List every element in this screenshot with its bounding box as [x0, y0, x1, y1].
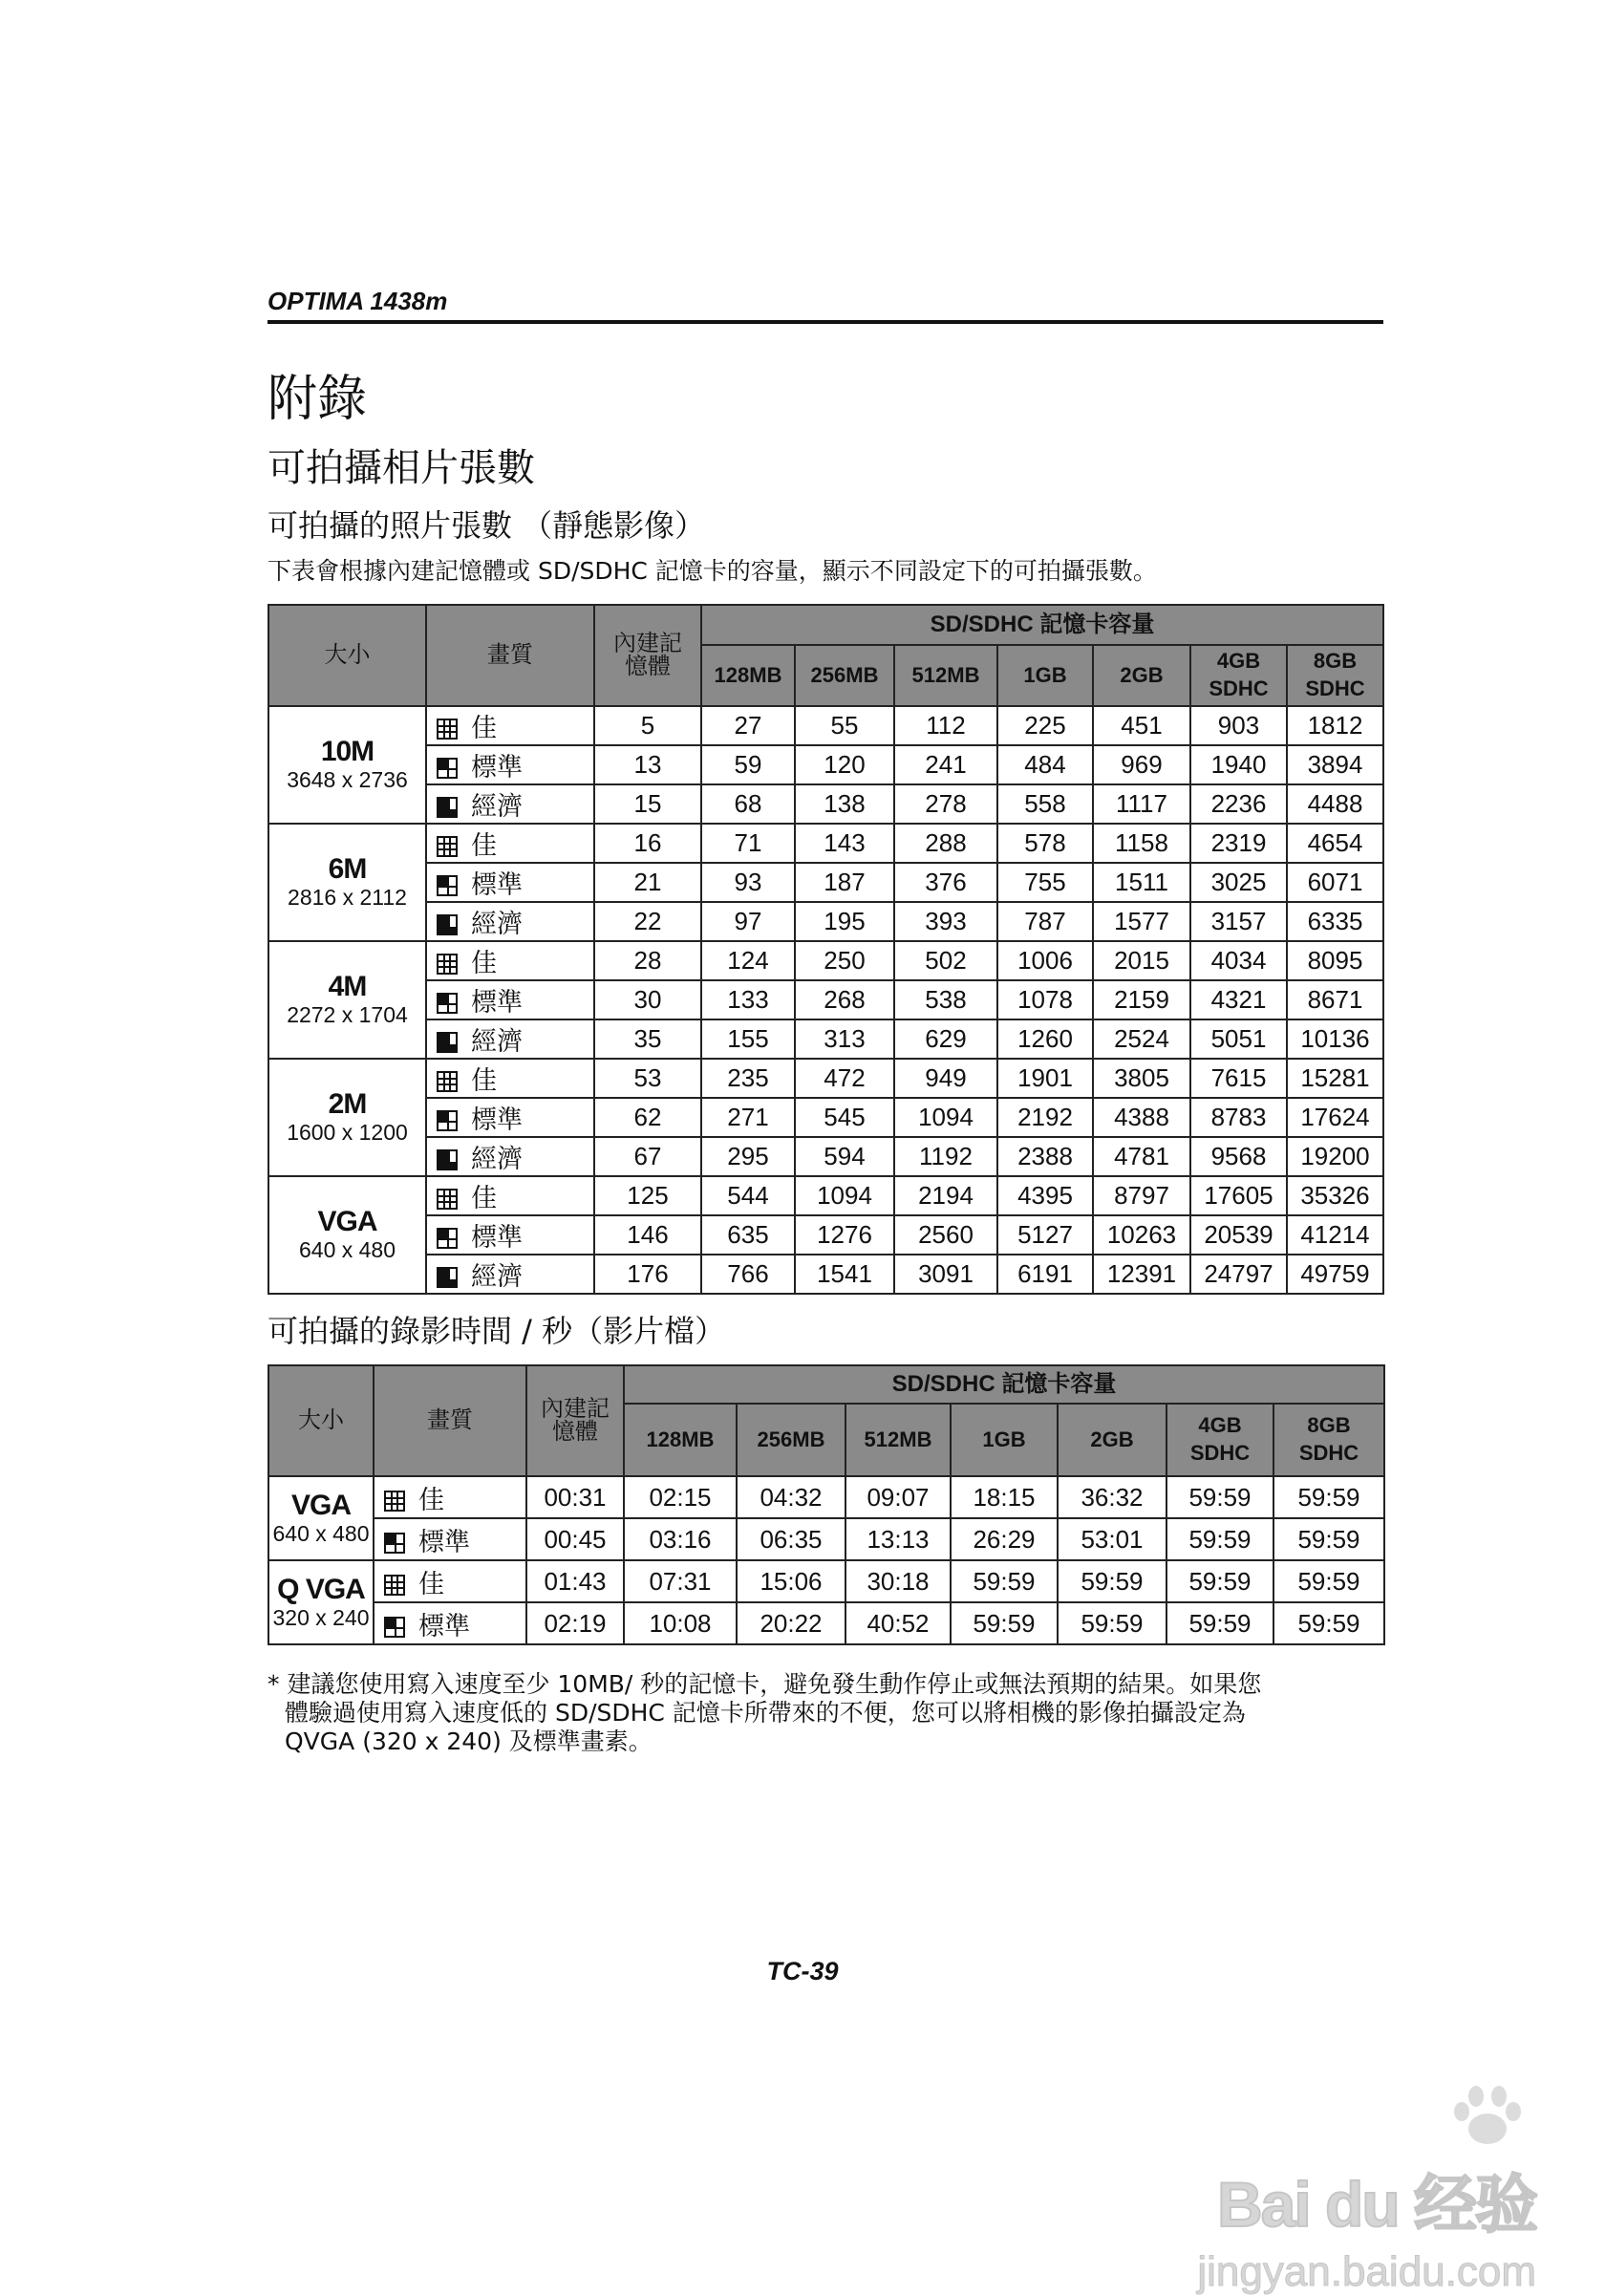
capacity-value: 59:59	[1166, 1518, 1273, 1560]
capacity-value: 59:59	[951, 1560, 1058, 1602]
capacity-header: 512MB	[894, 645, 997, 706]
capacity-value: 3894	[1287, 745, 1383, 784]
internal-memory-value: 16	[594, 824, 701, 863]
table-row	[268, 1255, 1383, 1294]
quality-cell	[426, 1255, 594, 1294]
capacity-value: 4321	[1190, 980, 1287, 1019]
fine-quality-icon	[384, 1491, 405, 1512]
resolution-dimensions: 640 x 480	[298, 1237, 396, 1263]
quality-cell	[426, 863, 594, 902]
table-row	[268, 1098, 1383, 1137]
video-table-body	[268, 1476, 1384, 1644]
quality-label: 標準	[418, 1611, 470, 1641]
capacity-value: 755	[997, 863, 1093, 902]
resolution-dimensions: 3648 x 2736	[287, 767, 408, 793]
internal-memory-value: 35	[594, 1019, 701, 1059]
capacity-value: 1192	[894, 1137, 997, 1176]
resolution-badge: 10M	[320, 736, 374, 768]
photo-section-title: 可拍攝的照片張數 （靜態影像）	[268, 507, 706, 544]
capacity-value: 13:13	[845, 1518, 951, 1560]
capacity-value: 195	[795, 902, 894, 941]
size-cell	[268, 1560, 374, 1644]
table-row	[268, 1215, 1383, 1255]
watermark-logo: Bai du 经验	[1216, 2169, 1536, 2240]
capacity-value: 120	[795, 745, 894, 784]
capacity-value: 2192	[997, 1098, 1093, 1137]
baidu-watermark	[1154, 2083, 1536, 2296]
page-header	[268, 287, 1383, 324]
capacity-value: 71	[701, 824, 795, 863]
footnote-line: 體驗過使用寫入速度低的 SD/SDHC 記憶卡所帶來的不便，您可以將相機的影像拍攝設定為	[285, 1699, 1246, 1727]
capacity-value: 1260	[997, 1019, 1093, 1059]
footnote-line: QVGA (320 x 240) 及標準畫素。	[285, 1727, 653, 1755]
capacity-value: 59:59	[1273, 1560, 1384, 1602]
capacity-value: 241	[894, 745, 997, 784]
quality-cell	[426, 902, 594, 941]
column-header-internal-memory: 內建記 憶體	[594, 605, 701, 706]
capacity-value: 15:06	[737, 1560, 845, 1602]
capacity-value: 629	[894, 1019, 997, 1059]
internal-memory-value: 28	[594, 941, 701, 980]
internal-memory-value: 00:31	[526, 1476, 624, 1518]
capacity-value: 93	[701, 863, 795, 902]
capacity-value: 1276	[795, 1215, 894, 1255]
table-row	[268, 980, 1383, 1019]
capacity-value: 59:59	[1166, 1560, 1273, 1602]
resolution-badge: Q VGA	[277, 1573, 365, 1605]
fine-quality-icon	[437, 1189, 458, 1210]
resolution-dimensions: 1600 x 1200	[287, 1120, 408, 1146]
capacity-value: 27	[701, 706, 795, 745]
capacity-value: 903	[1190, 706, 1287, 745]
capacity-header: 256MB	[737, 1404, 845, 1476]
quality-label: 佳	[471, 1184, 497, 1212]
capacity-value: 15281	[1287, 1059, 1383, 1098]
capacity-value: 1577	[1093, 902, 1190, 941]
table-row	[268, 1560, 1384, 1602]
capacity-value: 1511	[1093, 863, 1190, 902]
resolution-dimensions: 640 x 480	[272, 1520, 370, 1546]
resolution-dimensions: 2272 x 1704	[287, 1002, 408, 1028]
video-capacity-table	[268, 1364, 1385, 1645]
capacity-value: 20:22	[737, 1602, 845, 1644]
quality-cell	[374, 1518, 526, 1560]
capacity-value: 1940	[1190, 745, 1287, 784]
capacity-value: 313	[795, 1019, 894, 1059]
capacity-value: 235	[701, 1059, 795, 1098]
capacity-value: 6071	[1287, 863, 1383, 902]
resolution-badge: VGA	[317, 1206, 377, 1238]
capacity-value: 26:29	[951, 1518, 1058, 1560]
capacity-value: 268	[795, 980, 894, 1019]
capacity-value: 787	[997, 902, 1093, 941]
capacity-value: 133	[701, 980, 795, 1019]
quality-cell	[374, 1602, 526, 1644]
internal-memory-value: 53	[594, 1059, 701, 1098]
quality-cell	[426, 1019, 594, 1059]
capacity-header: 2GB	[1058, 1404, 1166, 1476]
footnote	[268, 1670, 1385, 1756]
video-section-title: 可拍攝的錄影時間 / 秒（影片檔）	[268, 1313, 726, 1349]
quality-label: 經濟	[471, 1027, 523, 1056]
page-number: TC-39	[766, 1957, 839, 1985]
quality-label: 佳	[471, 714, 497, 742]
table-row	[268, 706, 1383, 745]
fine-quality-icon	[437, 954, 458, 975]
capacity-value: 949	[894, 1059, 997, 1098]
quality-label: 佳	[471, 949, 497, 977]
quality-label: 標準	[471, 988, 523, 1017]
watermark-url: jingyan.baidu.com	[1197, 2248, 1536, 2295]
table-row	[268, 1602, 1384, 1644]
capacity-value: 4395	[997, 1176, 1093, 1215]
quality-cell	[426, 824, 594, 863]
quality-cell	[426, 745, 594, 784]
capacity-value: 558	[997, 784, 1093, 824]
capacity-value: 1006	[997, 941, 1093, 980]
capacity-value: 766	[701, 1255, 795, 1294]
quality-label: 標準	[471, 1223, 523, 1252]
quality-label: 標準	[471, 753, 523, 782]
capacity-value: 10:08	[624, 1602, 737, 1644]
capacity-header: 2GB	[1093, 645, 1190, 706]
column-header-size: 大小	[268, 1365, 374, 1476]
capacity-header: 1GB	[997, 645, 1093, 706]
capacity-value: 250	[795, 941, 894, 980]
economy-quality-icon	[437, 797, 458, 818]
capacity-value: 143	[795, 824, 894, 863]
table-row	[268, 863, 1383, 902]
capacity-value: 1158	[1093, 824, 1190, 863]
capacity-value: 451	[1093, 706, 1190, 745]
capacity-header: 128MB	[624, 1404, 737, 1476]
quality-cell	[426, 1059, 594, 1098]
capacity-value: 17605	[1190, 1176, 1287, 1215]
capacity-value: 18:15	[951, 1476, 1058, 1518]
capacity-header: 1GB	[951, 1404, 1058, 1476]
capacity-value: 1117	[1093, 784, 1190, 824]
capacity-value: 59:59	[1058, 1602, 1166, 1644]
internal-memory-value: 02:19	[526, 1602, 624, 1644]
capacity-value: 271	[701, 1098, 795, 1137]
normal-quality-icon	[384, 1617, 405, 1638]
quality-cell	[374, 1560, 526, 1602]
capacity-value: 376	[894, 863, 997, 902]
capacity-value: 112	[894, 706, 997, 745]
capacity-value: 1094	[795, 1176, 894, 1215]
capacity-value: 155	[701, 1019, 795, 1059]
capacity-header: 512MB	[845, 1404, 951, 1476]
capacity-value: 124	[701, 941, 795, 980]
capacity-value: 3157	[1190, 902, 1287, 941]
table-row	[268, 824, 1383, 863]
size-cell	[268, 941, 426, 1059]
normal-quality-icon	[437, 1228, 458, 1249]
quality-cell	[426, 1176, 594, 1215]
capacity-value: 288	[894, 824, 997, 863]
internal-memory-value: 125	[594, 1176, 701, 1215]
capacity-value: 35326	[1287, 1176, 1383, 1215]
column-header-size: 大小	[268, 605, 426, 706]
table-row	[268, 1476, 1384, 1518]
quality-label: 佳	[418, 1485, 444, 1514]
internal-memory-value: 01:43	[526, 1560, 624, 1602]
quality-label: 標準	[418, 1527, 470, 1556]
capacity-value: 97	[701, 902, 795, 941]
capacity-value: 502	[894, 941, 997, 980]
table-row	[268, 902, 1383, 941]
capacity-value: 59:59	[1273, 1518, 1384, 1560]
capacity-value: 59	[701, 745, 795, 784]
capacity-value: 4781	[1093, 1137, 1190, 1176]
photo-capacity-table	[268, 604, 1384, 1295]
capacity-value: 09:07	[845, 1476, 951, 1518]
resolution-dimensions: 2816 x 2112	[288, 885, 407, 911]
size-cell	[268, 706, 426, 824]
capacity-value: 225	[997, 706, 1093, 745]
capacity-value: 36:32	[1058, 1476, 1166, 1518]
quality-label: 經濟	[471, 1145, 523, 1173]
table-row	[268, 941, 1383, 980]
capacity-value: 7615	[1190, 1059, 1287, 1098]
table-row	[268, 784, 1383, 824]
quality-cell	[426, 784, 594, 824]
capacity-value: 24797	[1190, 1255, 1287, 1294]
internal-memory-value: 176	[594, 1255, 701, 1294]
capacity-value: 635	[701, 1215, 795, 1255]
quality-cell	[426, 941, 594, 980]
capacity-value: 19200	[1287, 1137, 1383, 1176]
quality-cell	[426, 980, 594, 1019]
quality-label: 佳	[418, 1569, 444, 1599]
capacity-value: 3091	[894, 1255, 997, 1294]
capacity-value: 59:59	[1273, 1476, 1384, 1518]
capacity-value: 8797	[1093, 1176, 1190, 1215]
capacity-value: 8783	[1190, 1098, 1287, 1137]
capacity-value: 68	[701, 784, 795, 824]
fine-quality-icon	[437, 1071, 458, 1092]
internal-memory-value: 00:45	[526, 1518, 624, 1560]
capacity-value: 545	[795, 1098, 894, 1137]
table-row	[268, 745, 1383, 784]
internal-memory-value: 146	[594, 1215, 701, 1255]
photo-section-description: 下表會根據內建記憶體或 SD/SDHC 記憶卡的容量，顯示不同設定下的可拍攝張數。	[268, 557, 1157, 585]
capacity-value: 1541	[795, 1255, 894, 1294]
capacity-value: 41214	[1287, 1215, 1383, 1255]
capacity-value: 17624	[1287, 1098, 1383, 1137]
capacity-value: 12391	[1093, 1255, 1190, 1294]
capacity-value: 04:32	[737, 1476, 845, 1518]
internal-memory-value: 5	[594, 706, 701, 745]
capacity-value: 4488	[1287, 784, 1383, 824]
appendix-title: 附錄	[268, 371, 368, 428]
quality-label: 佳	[471, 1066, 497, 1095]
fine-quality-icon	[437, 836, 458, 857]
capacity-header: 128MB	[701, 645, 795, 706]
table-row	[268, 1019, 1383, 1059]
normal-quality-icon	[437, 875, 458, 896]
capacity-value: 1094	[894, 1098, 997, 1137]
quality-cell	[426, 706, 594, 745]
size-cell	[268, 1176, 426, 1294]
capacity-value: 578	[997, 824, 1093, 863]
economy-quality-icon	[437, 1267, 458, 1288]
capacity-value: 59:59	[951, 1602, 1058, 1644]
capacity-value: 4034	[1190, 941, 1287, 980]
economy-quality-icon	[437, 1149, 458, 1170]
capacity-value: 2015	[1093, 941, 1190, 980]
capacity-value: 544	[701, 1176, 795, 1215]
table-row	[268, 1059, 1383, 1098]
quality-label: 經濟	[471, 792, 523, 821]
fine-quality-icon	[384, 1575, 405, 1596]
paw-icon	[1444, 2083, 1530, 2150]
sd-capacity-caption: SD/SDHC 記憶卡容量	[701, 605, 1383, 645]
capacity-value: 5051	[1190, 1019, 1287, 1059]
capacity-value: 2388	[997, 1137, 1093, 1176]
capacity-value: 10136	[1287, 1019, 1383, 1059]
resolution-badge: VGA	[290, 1489, 351, 1521]
sd-capacity-caption: SD/SDHC 記憶卡容量	[624, 1365, 1384, 1404]
capacity-header: 8GB SDHC	[1273, 1404, 1384, 1476]
resolution-badge: 2M	[328, 1088, 367, 1121]
capacity-value: 53:01	[1058, 1518, 1166, 1560]
capacity-value: 20539	[1190, 1215, 1287, 1255]
capacity-value: 07:31	[624, 1560, 737, 1602]
capacity-value: 393	[894, 902, 997, 941]
capacity-header: 8GB SDHC	[1287, 645, 1383, 706]
capacity-value: 02:15	[624, 1476, 737, 1518]
capacity-value: 969	[1093, 745, 1190, 784]
capacity-value: 30:18	[845, 1560, 951, 1602]
capacity-value: 8095	[1287, 941, 1383, 980]
capacity-value: 4654	[1287, 824, 1383, 863]
quality-label: 經濟	[471, 1262, 523, 1291]
internal-memory-value: 13	[594, 745, 701, 784]
quality-cell	[426, 1215, 594, 1255]
size-cell	[268, 1476, 374, 1560]
resolution-dimensions: 320 x 240	[272, 1604, 370, 1630]
capacity-value: 3805	[1093, 1059, 1190, 1098]
capacity-value: 59:59	[1058, 1560, 1166, 1602]
quality-cell	[426, 1098, 594, 1137]
capacity-value: 278	[894, 784, 997, 824]
normal-quality-icon	[437, 758, 458, 779]
capacity-value: 5127	[997, 1215, 1093, 1255]
internal-memory-value: 21	[594, 863, 701, 902]
capacity-value: 594	[795, 1137, 894, 1176]
normal-quality-icon	[384, 1533, 405, 1554]
quality-label: 佳	[471, 831, 497, 860]
quality-label: 經濟	[471, 910, 523, 938]
fine-quality-icon	[437, 719, 458, 740]
capacity-value: 10263	[1093, 1215, 1190, 1255]
photo-table-body	[268, 706, 1383, 1294]
table-row	[268, 1518, 1384, 1560]
capacity-value: 55	[795, 706, 894, 745]
column-header-quality: 畫質	[426, 605, 594, 706]
capacity-value: 2319	[1190, 824, 1287, 863]
capacity-value: 2524	[1093, 1019, 1190, 1059]
internal-memory-value: 22	[594, 902, 701, 941]
capacity-value: 187	[795, 863, 894, 902]
capacity-value: 538	[894, 980, 997, 1019]
capacity-value: 3025	[1190, 863, 1287, 902]
capacity-header: 4GB SDHC	[1190, 645, 1287, 706]
capacity-value: 1812	[1287, 706, 1383, 745]
section-title: 可拍攝相片張數	[268, 446, 535, 490]
capacity-value: 295	[701, 1137, 795, 1176]
capacity-value: 2159	[1093, 980, 1190, 1019]
normal-quality-icon	[437, 993, 458, 1014]
capacity-value: 59:59	[1166, 1602, 1273, 1644]
quality-cell	[374, 1476, 526, 1518]
internal-memory-value: 30	[594, 980, 701, 1019]
resolution-badge: 6M	[328, 853, 367, 886]
economy-quality-icon	[437, 914, 458, 935]
capacity-header: 256MB	[795, 645, 894, 706]
capacity-value: 59:59	[1166, 1476, 1273, 1518]
normal-quality-icon	[437, 1110, 458, 1131]
column-header-internal-memory: 內建記 憶體	[526, 1365, 624, 1476]
capacity-value: 06:35	[737, 1518, 845, 1560]
table-row	[268, 1176, 1383, 1215]
capacity-value: 2236	[1190, 784, 1287, 824]
capacity-value: 1078	[997, 980, 1093, 1019]
internal-memory-value: 15	[594, 784, 701, 824]
capacity-value: 2194	[894, 1176, 997, 1215]
capacity-value: 2560	[894, 1215, 997, 1255]
quality-label: 標準	[471, 870, 523, 899]
economy-quality-icon	[437, 1032, 458, 1053]
capacity-value: 138	[795, 784, 894, 824]
capacity-value: 4388	[1093, 1098, 1190, 1137]
capacity-value: 49759	[1287, 1255, 1383, 1294]
capacity-header: 4GB SDHC	[1166, 1404, 1273, 1476]
internal-memory-value: 67	[594, 1137, 701, 1176]
resolution-badge: 4M	[328, 971, 367, 1003]
capacity-value: 484	[997, 745, 1093, 784]
internal-memory-value: 62	[594, 1098, 701, 1137]
footnote-line: * 建議您使用寫入速度至少 10MB/ 秒的記憶卡，避免發生動作停止或無法預期的結果。如果您	[268, 1670, 1262, 1698]
quality-label: 標準	[471, 1105, 523, 1134]
capacity-value: 6335	[1287, 902, 1383, 941]
capacity-value: 03:16	[624, 1518, 737, 1560]
table-row	[268, 1137, 1383, 1176]
capacity-value: 59:59	[1273, 1602, 1384, 1644]
size-cell	[268, 824, 426, 941]
capacity-value: 40:52	[845, 1602, 951, 1644]
capacity-value: 472	[795, 1059, 894, 1098]
size-cell	[268, 1059, 426, 1176]
capacity-value: 1901	[997, 1059, 1093, 1098]
capacity-value: 9568	[1190, 1137, 1287, 1176]
capacity-value: 6191	[997, 1255, 1093, 1294]
column-header-quality: 畫質	[374, 1365, 526, 1476]
capacity-value: 8671	[1287, 980, 1383, 1019]
quality-cell	[426, 1137, 594, 1176]
brand-title: OPTIMA 1438m	[268, 287, 448, 315]
